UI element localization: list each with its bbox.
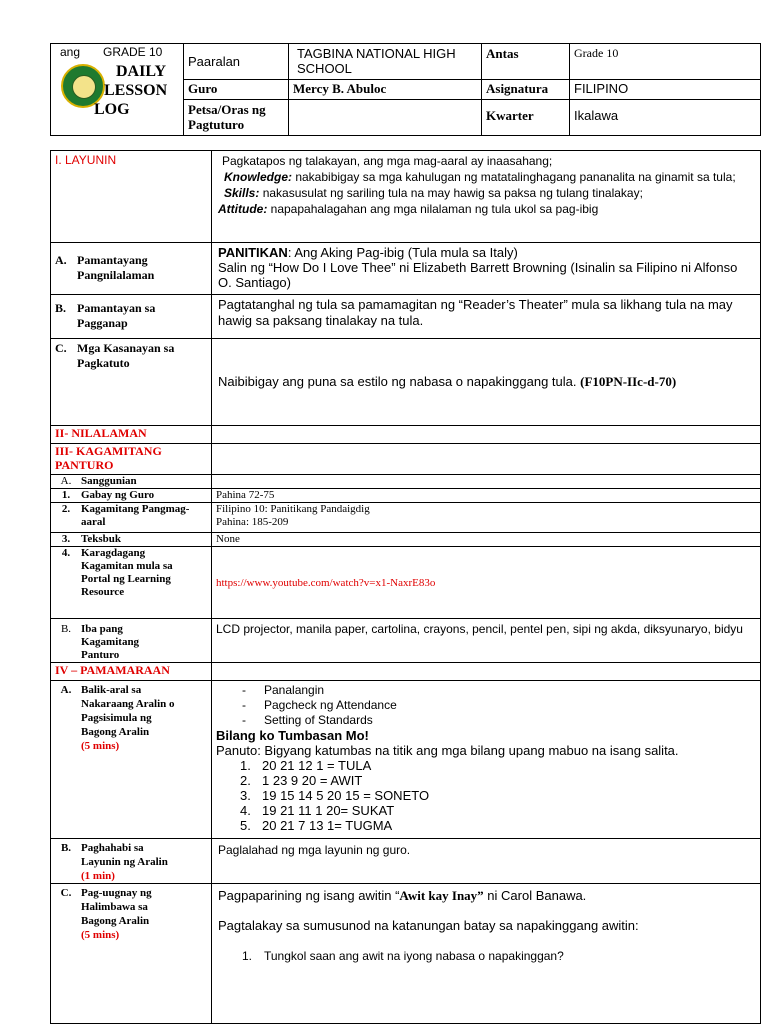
num-3: 3.	[61, 533, 71, 545]
row-layunin	[51, 151, 761, 243]
label-gabay: Gabay ng Guro	[81, 489, 155, 501]
value-kwarter: Ikalawa	[574, 108, 619, 123]
label-asignatura: Asignatura	[486, 81, 549, 96]
row-nilalaman	[51, 426, 761, 444]
label-layunin: I. LAYUNIN	[55, 153, 117, 167]
label-iba-pang: Iba pang Kagamitang Panturo	[81, 623, 140, 661]
row-sanggunian	[51, 475, 761, 489]
awit-pre: Pagpaparining ng isang awitin “	[218, 888, 400, 903]
label-kagamitan: III- KAGAMITANG PANTURO	[55, 444, 162, 472]
list-item: 4. 19 21 11 1 20= SUKAT	[240, 803, 395, 818]
label-sanggunian: Sanggunian	[81, 475, 137, 487]
awit-post: ni Carol Banawa.	[483, 888, 587, 903]
label-petsa: Petsa/Oras ng Pagtuturo	[188, 102, 266, 132]
row-balik-aral	[51, 681, 761, 839]
num-pa: A.	[60, 684, 72, 696]
row-kagamitang-pangmag-aaral	[51, 503, 761, 533]
label-teksbuk: Teksbuk	[81, 533, 121, 545]
knowledge-label: Knowledge:	[224, 170, 292, 184]
paghahabi-text: Paglalahad ng mga layunin ng guro.	[218, 843, 411, 857]
num-sanggunian: A.	[60, 475, 72, 487]
num-sb: B.	[60, 623, 72, 635]
title-log: LOG	[94, 101, 130, 118]
question-text: Tungkol saan ang awit na iyong nabasa o napakinggan?	[264, 949, 564, 963]
game-title: Bilang ko Tumbasan Mo!	[216, 728, 369, 743]
title-lesson: LESSON	[104, 82, 168, 99]
attitude-text: napapahalagahan ang mga nilalaman ng tula ukol sa pag-ibig	[267, 202, 599, 216]
pagtalakay-text: Pagtalakay sa sumusunod na katanungan batay sa napakinggang awitin:	[218, 918, 639, 933]
num-2: 2.	[61, 503, 71, 515]
row-teksbuk	[51, 533, 761, 547]
value-asignatura: FILIPINO	[574, 81, 629, 96]
row-pamamaraan	[51, 663, 761, 681]
list-item: 1. 20 21 12 1 = TULA	[240, 758, 372, 773]
title-daily: DAILY	[116, 63, 167, 80]
label-pamantayang-pangnilalaman: Pamantayang Pangnilalaman	[77, 253, 155, 282]
gabay-text: Pahina 72-75	[216, 489, 275, 501]
list-item: 5. 20 21 7 13 1= TUGMA	[240, 818, 393, 833]
header-ang: ang	[60, 45, 81, 59]
label-pangmag-aaral: Kagamitang Pangmag-aaral	[81, 503, 190, 528]
label-pamantayan-sa-pagganap: Pamantayan sa Pagganap	[77, 301, 156, 330]
num-c: C.	[55, 341, 67, 355]
attitude-label: Attitude:	[218, 202, 268, 216]
lesson-table	[50, 150, 761, 1024]
num-pb: B.	[60, 842, 72, 854]
label-balik-aral: Balik-aral sa Nakaraang Aralin o Pagsisimula ng Bagong Aralin	[81, 684, 175, 738]
value-paaralan: TAGBINA NATIONAL HIGH SCHOOL	[297, 46, 456, 76]
label-antas: Antas	[486, 46, 519, 61]
pagganap-text: Pagtatanghal ng tula sa pamamagitan ng “Reader’s Theater” mula sa likhang tula na may hawig sa paksang tinalakay na tula.	[218, 297, 733, 328]
num-4: 4.	[61, 547, 71, 559]
header-logo-cell	[51, 44, 184, 136]
dash-item-standards: - Setting of Standards	[242, 713, 756, 728]
pangmag-aaral-text-1: Filipino 10: Panitikang Pandaigdig	[216, 503, 370, 515]
panitikan-text: : Ang Aking Pag-ibig (Tula mula sa Italy)	[287, 245, 518, 260]
label-pamamaraan: IV – PAMAMARAAN	[55, 663, 170, 677]
row-kasanayan	[51, 339, 761, 426]
skills-text: nakasusulat ng sariling tula na may hawig sa paksa ng tulang tinalakay;	[259, 186, 643, 200]
pangmag-aaral-text-2: Pahina: 185-209	[216, 516, 289, 528]
label-nilalaman: II- NILALAMAN	[55, 426, 147, 440]
kasanayan-code: (F10PN-IIc-d-70)	[580, 374, 677, 389]
row-paghahabi	[51, 839, 761, 884]
paghahabi-time: (1 min)	[81, 870, 115, 882]
knowledge-text: nakabibigay sa mga kahulugan ng matatalinghagang pananalita na ginamit sa tula;	[292, 170, 736, 184]
label-kasanayan: Mga Kasanayan sa Pagkatuto	[77, 341, 175, 370]
layunin-intro: Pagkatapos ng talakayan, ang mga mag-aaral ay inaasahang;	[222, 154, 553, 168]
label-paaralan: Paaralan	[188, 54, 241, 69]
youtube-link[interactable]: https://www.youtube.com/watch?v=x1-NaxrE83o	[216, 576, 436, 589]
row-kagamitan	[51, 444, 761, 475]
row-iba-pang	[51, 619, 761, 663]
skills-label: Skills:	[224, 186, 260, 200]
header-table	[50, 43, 761, 136]
label-guro: Guro	[188, 81, 218, 96]
awit-title: Awit kay Inay”	[399, 888, 484, 903]
iba-pang-text: LCD projector, manila paper, cartolina, crayons, pencil, pentel pen, sipi ng akda, diksyunaryo, bidyu	[216, 622, 743, 636]
row-karagdagang	[51, 547, 761, 619]
num-a: A.	[55, 253, 67, 267]
list-item: 3. 19 15 14 5 20 15 = SONETO	[240, 788, 430, 803]
panuto-text: Panuto: Bigyang katumbas na titik ang mga bilang upang mabuo na isang salita.	[216, 743, 679, 758]
value-petsa	[289, 100, 481, 104]
dash-item-attendance: - Pagcheck ng Attendance	[242, 698, 756, 713]
panitikan-label: PANITIKAN	[218, 245, 288, 260]
kasanayan-text: Naibibigay ang puna sa estilo ng nabasa o napakinggang tula.	[218, 374, 577, 389]
dash-item-panalangin: - Panalangin	[242, 683, 756, 698]
label-karagdagang: Karagdagang Kagamitan mula sa Portal ng Learning Resource	[81, 547, 173, 598]
row-pag-uugnay	[51, 884, 761, 1024]
row-pamantayang-pangnilalaman	[51, 243, 761, 295]
row-pamantayan-sa-pagganap	[51, 295, 761, 339]
label-kwarter: Kwarter	[486, 108, 534, 123]
row-gabay	[51, 489, 761, 503]
question-num: 1.	[242, 949, 253, 963]
value-antas: Grade 10	[574, 46, 619, 60]
list-item: 2. 1 23 9 20 = AWIT	[240, 773, 363, 788]
pag-uugnay-time: (5 mins)	[81, 929, 120, 941]
label-pag-uugnay: Pag-uugnay ng Halimbawa sa Bagong Aralin	[81, 887, 152, 927]
value-guro: Mercy B. Abuloc	[293, 81, 387, 96]
teksbuk-text: None	[216, 533, 240, 545]
num-b: B.	[55, 301, 67, 315]
num-pc: C.	[60, 887, 72, 899]
header-grade: GRADE 10	[103, 45, 163, 59]
num-1: 1.	[61, 489, 71, 501]
salin-text: Salin ng “How Do I Love Thee” ni Elizabeth Barrett Browning (Isinalin sa Filipino ni Alfonso O. Santiago)	[218, 260, 738, 290]
label-paghahabi: Paghahabi sa Layunin ng Aralin	[81, 842, 168, 868]
balik-aral-time: (5 mins)	[81, 740, 120, 752]
